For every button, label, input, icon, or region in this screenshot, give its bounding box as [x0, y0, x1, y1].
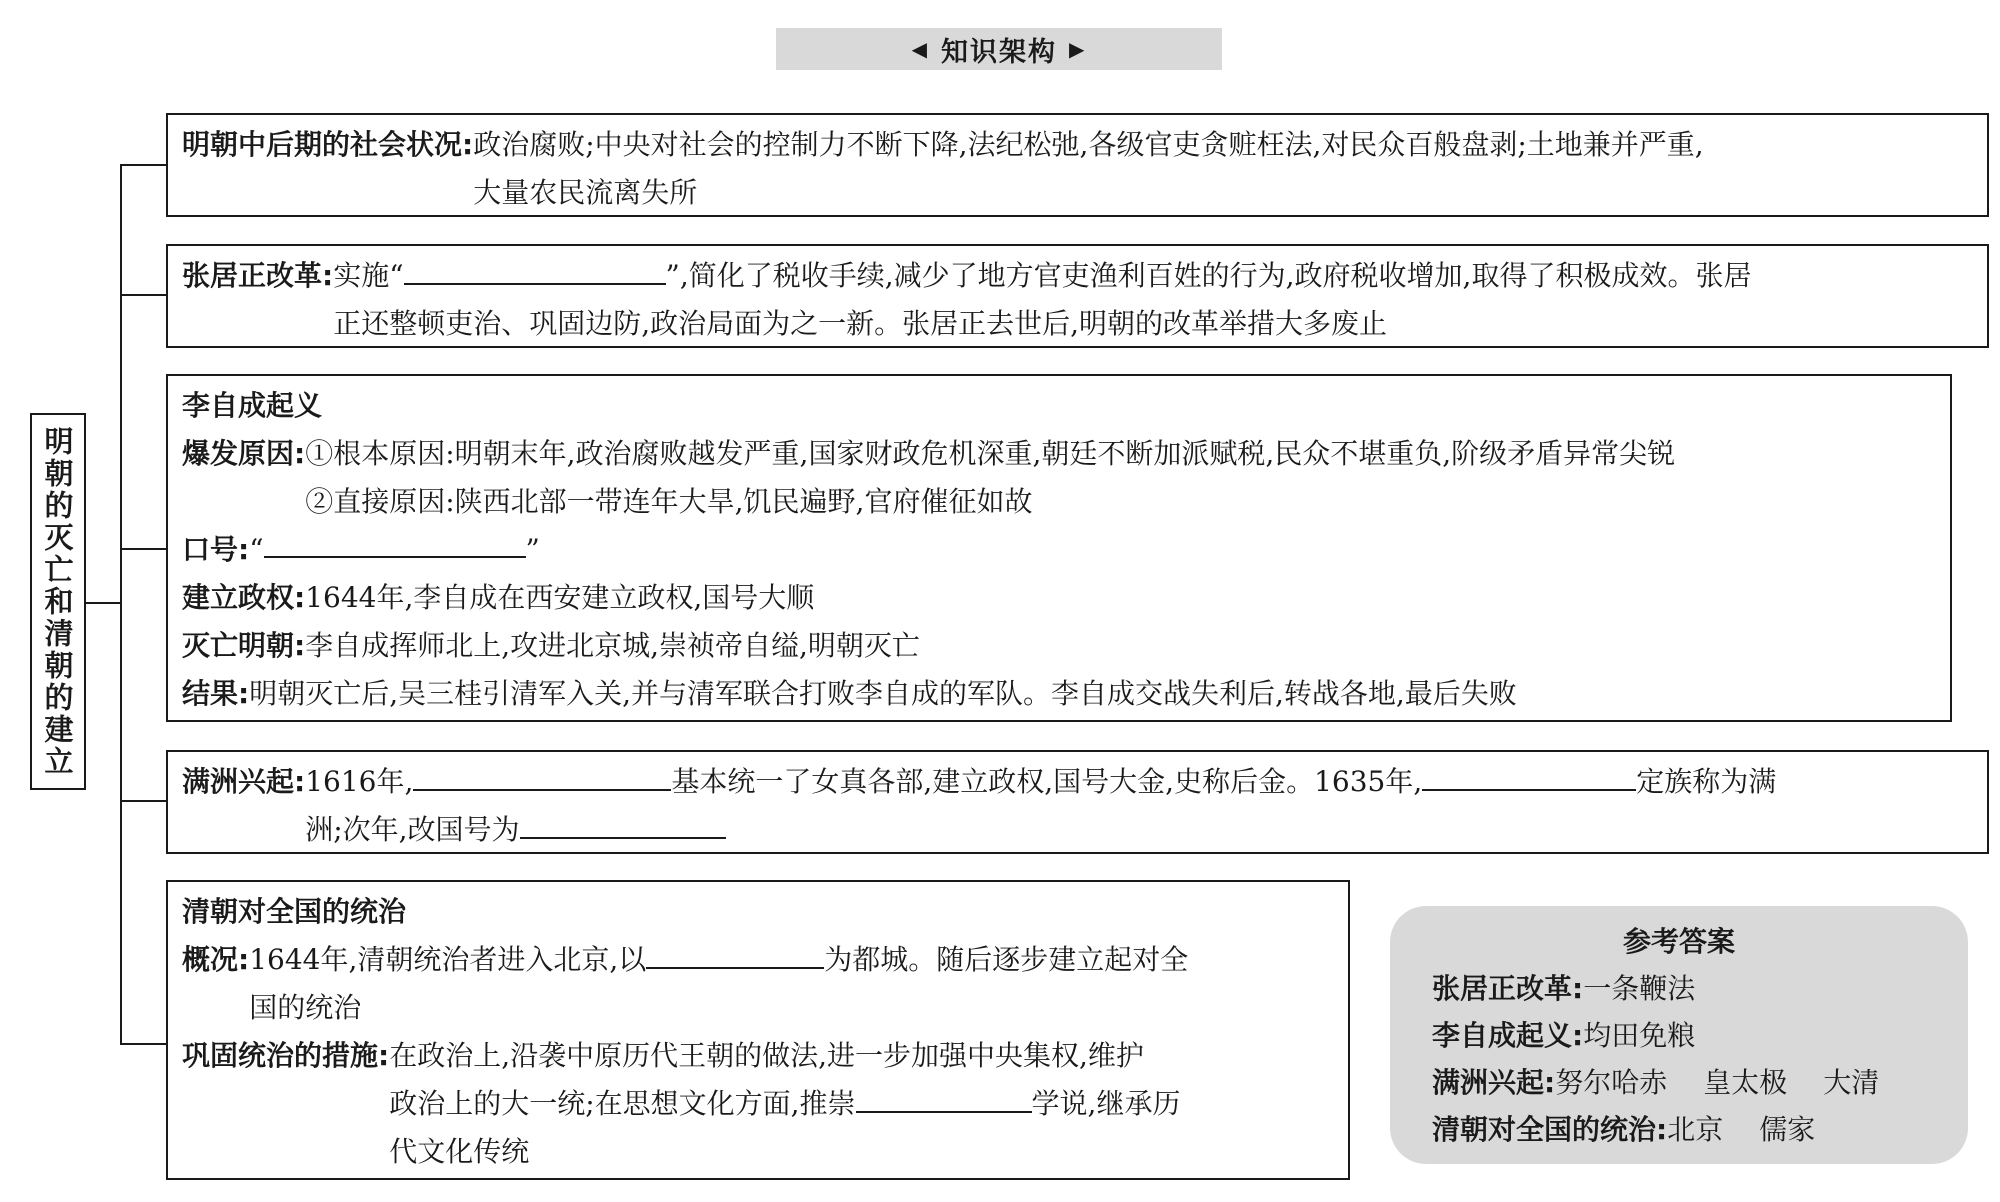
answer-li-label: 李自成起义: [1432, 1019, 1584, 1052]
li-cause-root: ①根本原因:明朝末年,政治腐败越发严重,国家财政危机深重,朝廷不断加派赋税,民众不堪重负,阶级矛盾异常尖锐 [305, 437, 1676, 470]
social-conditions-line2: 大量农民流离失所 [473, 176, 698, 209]
answer-zhang-label: 张居正改革: [1432, 972, 1584, 1005]
qing-measures-line2-pre: 政治上的大一统;在思想文化方面,推崇 [389, 1087, 856, 1120]
qing-measures-line2-post: 学说,继承历 [1031, 1087, 1181, 1120]
manchu-blank-2[interactable] [1422, 759, 1636, 791]
qing-measures-line3: 代文化传统 [389, 1135, 530, 1168]
zhang-reform-box [166, 244, 1989, 348]
answer-row-qing [1432, 1106, 1968, 1153]
manchu-rise-box [166, 750, 1989, 854]
manchu-blank-3[interactable] [520, 807, 726, 839]
zhang-reform-label: 张居正改革: [182, 259, 334, 292]
triangle-left-icon: ◀ [911, 37, 929, 61]
zhang-reform-pre: 实施“ [333, 259, 404, 292]
li-regime-text: 1644年,李自成在西安建立政权,国号大顺 [305, 581, 815, 614]
qing-rule-title: 清朝对全国的统治 [182, 895, 407, 928]
zhang-reform-blank[interactable] [404, 253, 666, 285]
qing-capital-blank[interactable] [646, 937, 824, 969]
qing-overview-label: 概况: [182, 943, 250, 976]
root-topic-box [30, 413, 86, 790]
answer-li-value: 均田免粮 [1583, 1019, 1696, 1052]
answer-row-li [1432, 1012, 1968, 1059]
manchu-rise-line2: 洲;次年,改国号为 [305, 813, 520, 846]
manchu-rise-text [305, 758, 1776, 854]
zhang-reform-line2: 正还整顿吏治、巩固边防,政治局面为之一新。张居正去世后,明朝的改革举措大多废止 [333, 307, 1388, 340]
answer-row-manchu [1432, 1059, 1968, 1106]
li-result-text: 明朝灭亡后,吴三桂引清军入关,并与清军联合打败李自成的军队。李自成交战失利后,转战各地,最后失败 [249, 677, 1517, 710]
zhang-reform-text [333, 252, 1751, 348]
answer-manchu-value-3: 大清 [1823, 1066, 1880, 1099]
triangle-right-icon: ▶ [1069, 37, 1087, 61]
social-conditions-text [473, 121, 1703, 217]
answer-manchu-value-1: 努尔哈赤 [1555, 1066, 1668, 1099]
qing-doctrine-blank[interactable] [856, 1081, 1032, 1113]
reference-answers-title: 参考答案 [1622, 925, 1735, 958]
reference-answers-box [1390, 906, 1968, 1164]
connector-branch-zhang [120, 294, 167, 296]
li-uprising-box [166, 374, 1952, 722]
answer-qing-label: 清朝对全国的统治: [1432, 1113, 1668, 1146]
manchu-rise-pre: 1616年, [305, 765, 414, 798]
qing-measures-line1: 在政治上,沿袭中原历代王朝的做法,进一步加强中央集权,维护 [389, 1039, 1144, 1072]
answer-row-zhang [1432, 965, 1968, 1012]
li-uprising-title: 李自成起义 [182, 389, 323, 422]
qing-rule-box [166, 880, 1350, 1180]
qing-overview-post: 为都城。随后逐步建立起对全 [824, 943, 1189, 976]
connector-branch-qing [120, 1043, 167, 1045]
section-title: 知识架构 [941, 36, 1057, 68]
qing-overview-line2: 国的统治 [249, 991, 362, 1024]
social-conditions-box [166, 113, 1989, 217]
li-result-label: 结果: [182, 677, 250, 710]
connector-branch-social [120, 164, 167, 166]
manchu-rise-mid: 基本统一了女真各部,建立政权,国号大金,史称后金。1635年, [671, 765, 1423, 798]
li-cause-text [305, 430, 1675, 526]
social-conditions-line1: 政治腐败;中央对社会的控制力不断下降,法纪松弛,各级官吏贪赃枉法,对民众百般盘剥;土地兼并严重, [473, 128, 1704, 161]
answer-qing-value-2: 儒家 [1759, 1113, 1816, 1146]
answer-manchu-value-2: 皇太极 [1703, 1066, 1788, 1099]
li-slogan-label: 口号: [182, 533, 250, 566]
connector-root-stub [86, 602, 121, 604]
answer-zhang-value: 一条鞭法 [1583, 972, 1696, 1005]
li-cause-direct: ②直接原因:陕西北部一带连年大旱,饥民遍野,官府催征如故 [305, 485, 1033, 518]
li-slogan-open-quote: “ [249, 533, 264, 566]
manchu-blank-1[interactable] [413, 759, 671, 791]
connector-spine [120, 164, 122, 1044]
answer-manchu-label: 满洲兴起: [1432, 1066, 1556, 1099]
connector-branch-manchu [120, 800, 167, 802]
li-fall-label: 灭亡明朝: [182, 629, 306, 662]
qing-overview-pre: 1644年,清朝统治者进入北京,以 [249, 943, 647, 976]
qing-overview-text [249, 936, 1188, 1032]
root-topic-title: 明朝的灭亡和清朝的建立 [40, 425, 75, 778]
manchu-rise-label: 满洲兴起: [182, 765, 306, 798]
li-slogan-blank[interactable] [264, 526, 526, 558]
manchu-rise-post: 定族称为满 [1636, 765, 1777, 798]
li-fall-text: 李自成挥师北上,攻进北京城,崇祯帝自缢,明朝灭亡 [305, 629, 920, 662]
li-cause-label: 爆发原因: [182, 437, 306, 470]
li-slogan-close-quote: ” [525, 533, 540, 566]
zhang-reform-post: ”,简化了税收手续,减少了地方官吏渔利百姓的行为,政府税收增加,取得了积极成效。张居 [665, 259, 1752, 292]
connector-branch-li [120, 548, 167, 550]
social-conditions-label: 明朝中后期的社会状况: [182, 128, 474, 161]
section-header [776, 28, 1222, 70]
qing-measures-label: 巩固统治的措施: [182, 1039, 390, 1072]
answer-qing-value-1: 北京 [1667, 1113, 1724, 1146]
li-regime-label: 建立政权: [182, 581, 306, 614]
qing-measures-text [389, 1032, 1180, 1176]
